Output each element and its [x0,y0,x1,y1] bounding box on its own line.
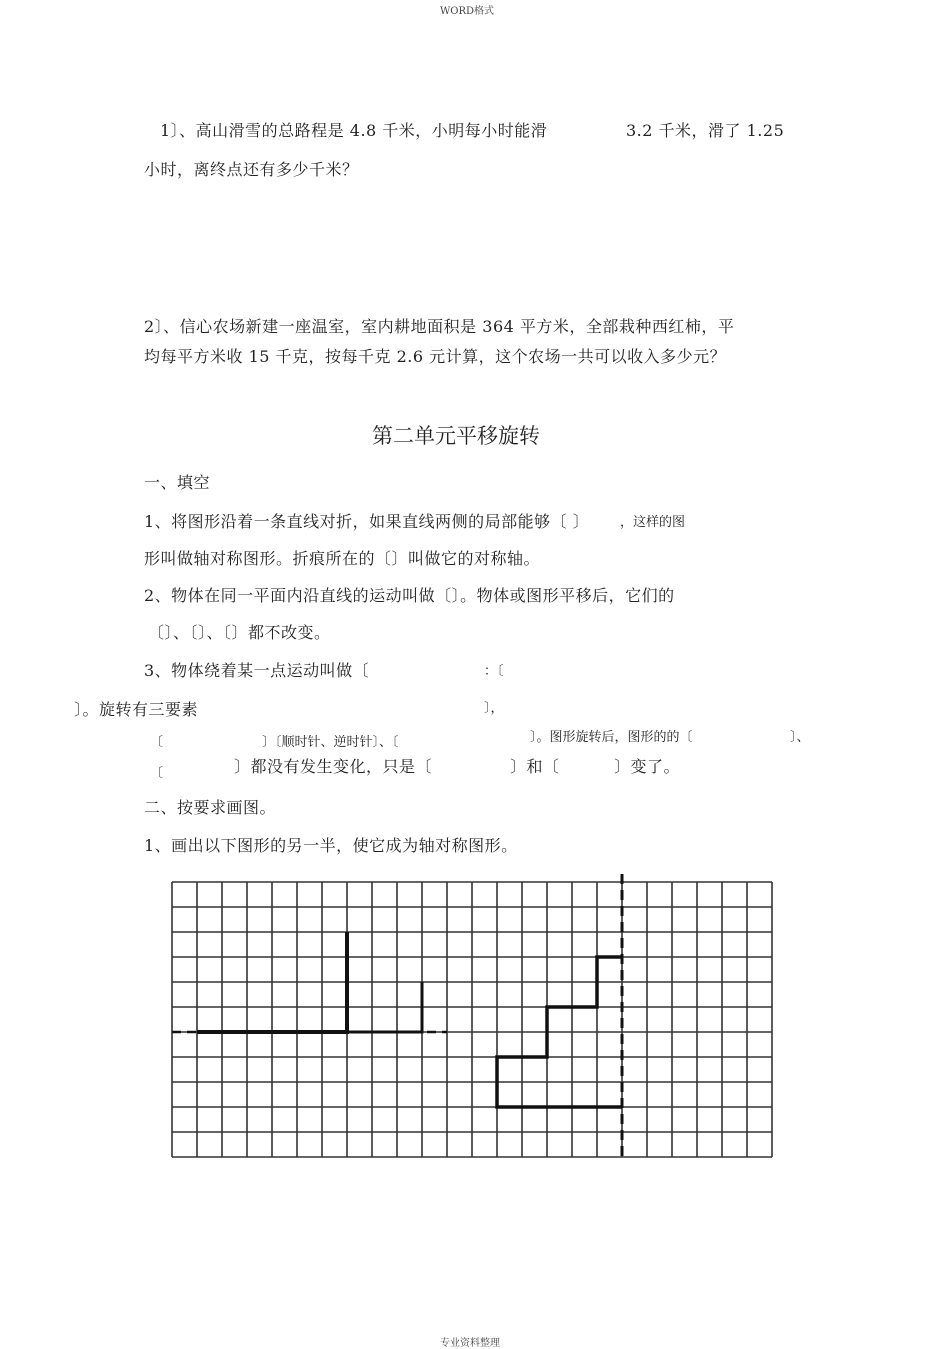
section-draw-heading: 二、按要求画图。 [144,798,277,817]
fill-q3-line3-d: 〕、 [790,730,810,745]
problem-1-line2: 小时，离终点还有多少千米？ [144,160,359,179]
problem-1-line1a: 1〕、高山滑雪的总路程是 4.8 千米，小明每小时能滑 [160,121,548,140]
fill-q3-line4-a: 〔 [150,766,164,781]
fill-q3-line1-b: ：〔 [484,664,504,679]
fill-q3-line2: 〕。旋转有三要素 [74,700,199,719]
page-header: WORD格式 [440,6,495,17]
problem-2-line1: 2〕、信心农场新建一座温室，室内耕地面积是 364 平方米，全部栽种西红柿，平 [144,317,735,336]
fill-q1-line2: 形叫做轴对称图形。折痕所在的〔〕叫做它的对称轴。 [144,549,541,568]
fill-q3-line3-c: 〕。图形旋转后，图形的的〔 [530,730,693,745]
draw-q1-text: 1、画出以下图形的另一半，使它成为轴对称图形。 [144,836,518,855]
unit-title: 第二单元平移旋转 [372,424,540,448]
fill-q1-line1-tail: ，这样的图 [620,515,686,530]
fill-q3-line4-d: 〕变了。 [614,757,681,776]
section-fill-heading: 一、填空 [144,473,211,492]
symmetry-grid-figure [168,872,780,1164]
problem-2-line2: 均每平方米收 15 千克，按每千克 2.6 元计算，这个农场一共可以收入多少元？ [144,347,727,366]
problem-1-line1b: 3.2 千米，滑了 1.25 [626,121,785,140]
fill-q3-line3-b: 〕〔顺时针、逆时针〕、〔 [262,735,399,750]
fill-q3-line1: 3、物体绕着某一点运动叫做〔 [144,661,370,680]
fill-q2-line1: 2、物体在同一平面内沿直线的运动叫做〔〕。物体或图形平移后，它们的 [144,586,675,605]
page-footer: 专业资料整理 [440,1338,500,1349]
fill-q3-line2-b: 〕， [484,701,504,716]
fill-q2-line2: 〔〕、〔〕、〔〕都不改变。 [148,623,331,642]
fill-q3-line3-a: 〔 [150,735,164,750]
fill-q3-line4-c: 〕和〔 [510,757,560,776]
fill-q3-line4-b: 〕都没有发生变化，只是〔 [234,757,433,776]
fill-q1-line1: 1、将图形沿着一条直线对折，如果直线两侧的局部能够〔 〕 [144,512,590,531]
